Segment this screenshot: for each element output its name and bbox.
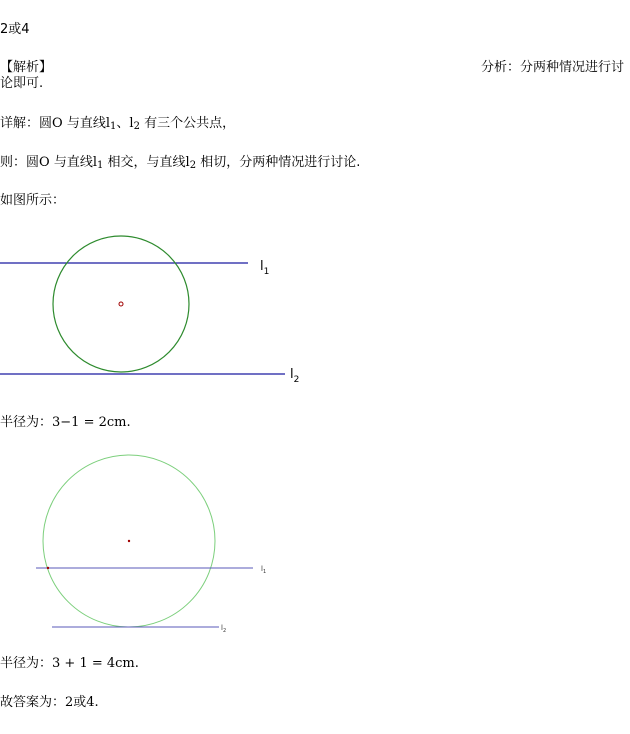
l1-subscript: 1 [97,160,104,171]
fig2-label-l1-base: l [261,565,263,573]
radius1-line [0,415,131,431]
l2-subscript: 2 [133,121,140,132]
detail-mid: 与直线 [62,116,106,131]
fig2-label-l1 [261,565,266,575]
fig2-label-l2 [221,624,226,634]
fig1-label-l1-base: l [260,259,264,274]
radius1-expr: 3−1 = 2cm. [52,415,131,430]
l1-label: l [105,116,110,131]
detail-suffix: 有三个公共点， [139,116,236,131]
fig1-center-point [119,302,123,306]
fig1-label-l1 [260,259,269,277]
fig1-label-l2-sub: 2 [293,375,300,385]
radius2-prefix: 半径为： [0,656,53,671]
final-value: 2或4. [65,695,99,710]
circle-o-label: O [39,155,50,170]
detail-sep: 、 [116,116,130,131]
l2-subscript: 2 [189,160,197,171]
analysis-part2: 论即可. [0,76,44,91]
radius2-expr: 3 + 1 = 4cm. [52,656,139,671]
then-mid2: 相交，与直线 [103,155,186,170]
fig2-label-l1-sub: 1 [262,569,267,575]
then-line [0,155,360,172]
radius2-line [0,656,139,672]
then-mid: 与直线 [49,155,93,170]
l2-label: l [129,116,134,131]
figure-2 [0,450,630,640]
fig1-circle [53,236,189,372]
analysis-part1: 分析：分两种情况进行讨 [480,60,624,75]
then-suffix: 相切，分两种情况进行讨论. [196,155,361,170]
final-answer-line [0,695,99,711]
l1-label: l [92,155,97,170]
fig2-intersection-point [47,567,49,569]
circle-o-label: O [52,116,63,131]
fig2-center-point [128,540,130,542]
answer-line: 2或4 [0,22,30,37]
fig1-label-l2-base: l [290,367,294,382]
fig2-label-l2-sub: 2 [222,628,227,634]
figure-1 [0,230,630,390]
detail-prefix: 详解：圆 [0,116,53,131]
fig1-label-l2 [290,367,299,385]
fig1-label-l1-sub: 1 [263,267,270,277]
final-prefix: 故答案为： [0,695,66,710]
jiexi-title: 【解析】 [0,60,53,75]
detail-line [0,116,235,133]
l1-subscript: 1 [110,121,117,132]
fig2-label-l2-base: l [221,624,223,632]
radius1-prefix: 半径为： [0,415,53,430]
then-prefix: 则：圆 [0,155,40,170]
l2-label: l [185,155,190,170]
figure-intro: 如图所示： [0,193,66,208]
